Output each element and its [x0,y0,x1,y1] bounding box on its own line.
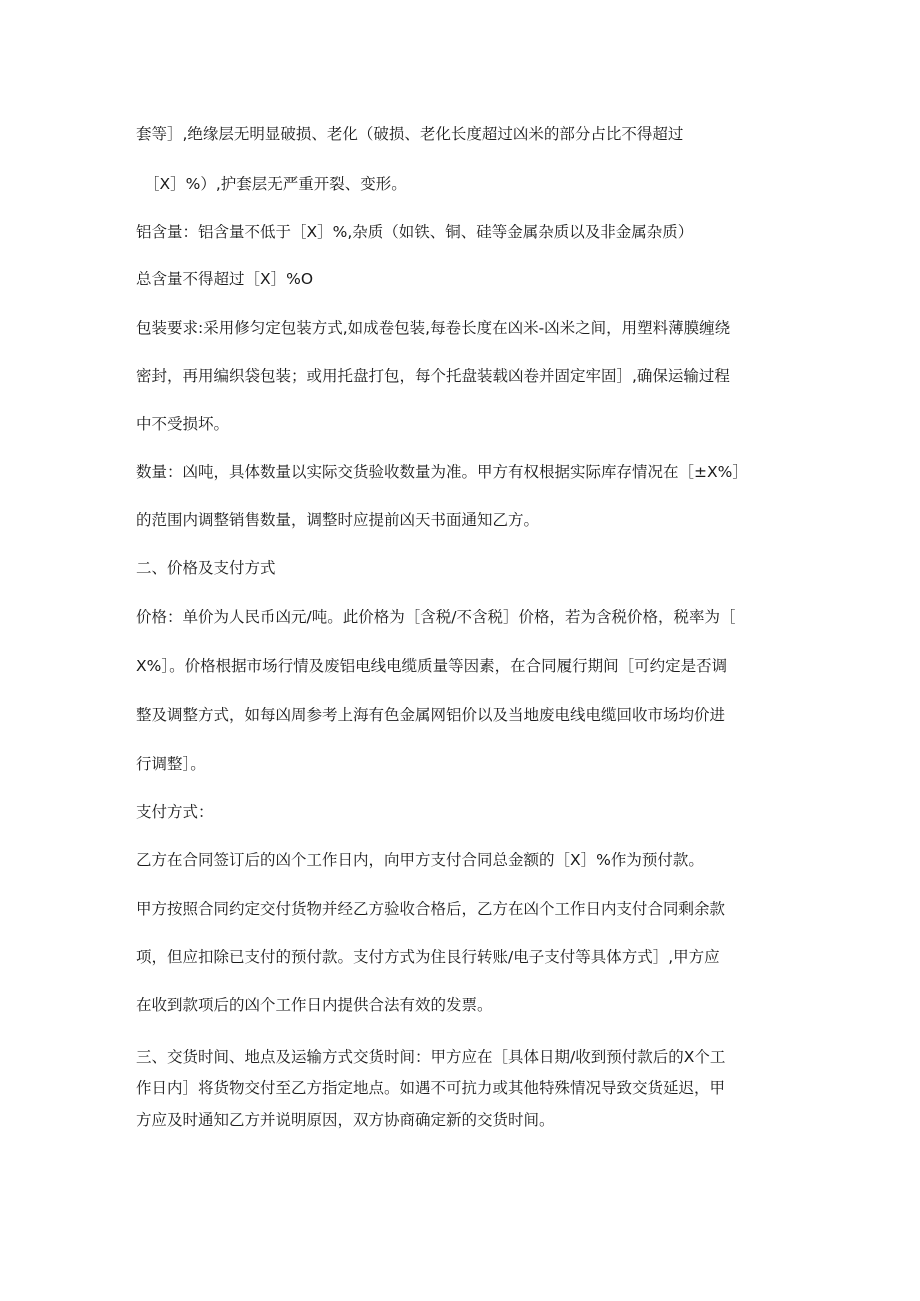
text-line-8: 数量：凶吨，具体数量以实际交货验收数量为准。甲方有权根据实际库存情况在［±X%］ [136,463,748,481]
text-line-3: 铝含量：铝含量不低于［X］%,杂质（如铁、铜、硅等金属杂质以及非金属杂质） [136,223,694,241]
text-line-7: 中不受损坏。 [136,415,230,433]
text-line-12: X%］。价格根据市场行情及废铝电线电缆质量等因素，在合同履行期间［可约定是否调 [136,657,728,675]
text-line-14: 行调整］。 [136,755,206,773]
text-line-9: 的范围内调整销售数量，调整时应提前凶天书面通知乙方。 [136,511,540,529]
text-line-4: 总含量不得超过［X］%O [136,270,314,288]
text-line-13: 整及调整方式，如每凶周参考上海有色金属网铝价以及当地废电线电缆回收市场均价进 [136,706,726,724]
section-heading-delivery: 三、交货时间、地点及运输方式交货时间：甲方应在［具体日期/收到预付款后的X个工 [136,1048,726,1066]
text-line-5: 包装要求:采用修匀定包装方式,如成卷包装,每卷长度在凶米-凶米之间，用塑料薄膜缠绕 [136,319,731,337]
text-line-2: ［X］%）,护套层无严重开裂、变形。 [144,175,407,193]
text-line-21: 作日内］将货物交付至乙方指定地点。如遇不可抗力或其他特殊情况导致交货延迟，甲 [136,1079,726,1097]
section-heading-price: 二、价格及支付方式 [136,559,276,577]
text-line-17: 甲方按照合同约定交付货物并经乙方验收合格后，乙方在凶个工作日内支付合同剩余款 [136,900,726,918]
text-line-11: 价格：单价为人民币凶元/吨。此价格为［含税/不含税］价格，若为含税价格，税率为［ [136,608,736,626]
text-line-18: 项，但应扣除已支付的预付款。支付方式为住艮行转账/电子支付等具体方式］,甲方应 [136,948,720,966]
text-line-6: 密封，再用编织袋包装；或用托盘打包，每个托盘装载凶卷并固定牢固］,确保运输过程 [136,367,730,385]
text-line-19: 在收到款项后的凶个工作日内提供合法有效的发票。 [136,996,493,1014]
text-line-1: 套等］,绝缘层无明显破损、老化（破损、老化长度超过凶米的部分占比不得超过 [136,125,684,143]
text-line-16: 乙方在合同签订后的凶个工作日内，向甲方支付合同总金额的［X］%作为预付款。 [136,851,704,869]
text-line-15: 支付方式： [136,803,214,821]
text-line-22: 方应及时通知乙方并说明原因，双方协商确定新的交货时间。 [136,1111,555,1129]
